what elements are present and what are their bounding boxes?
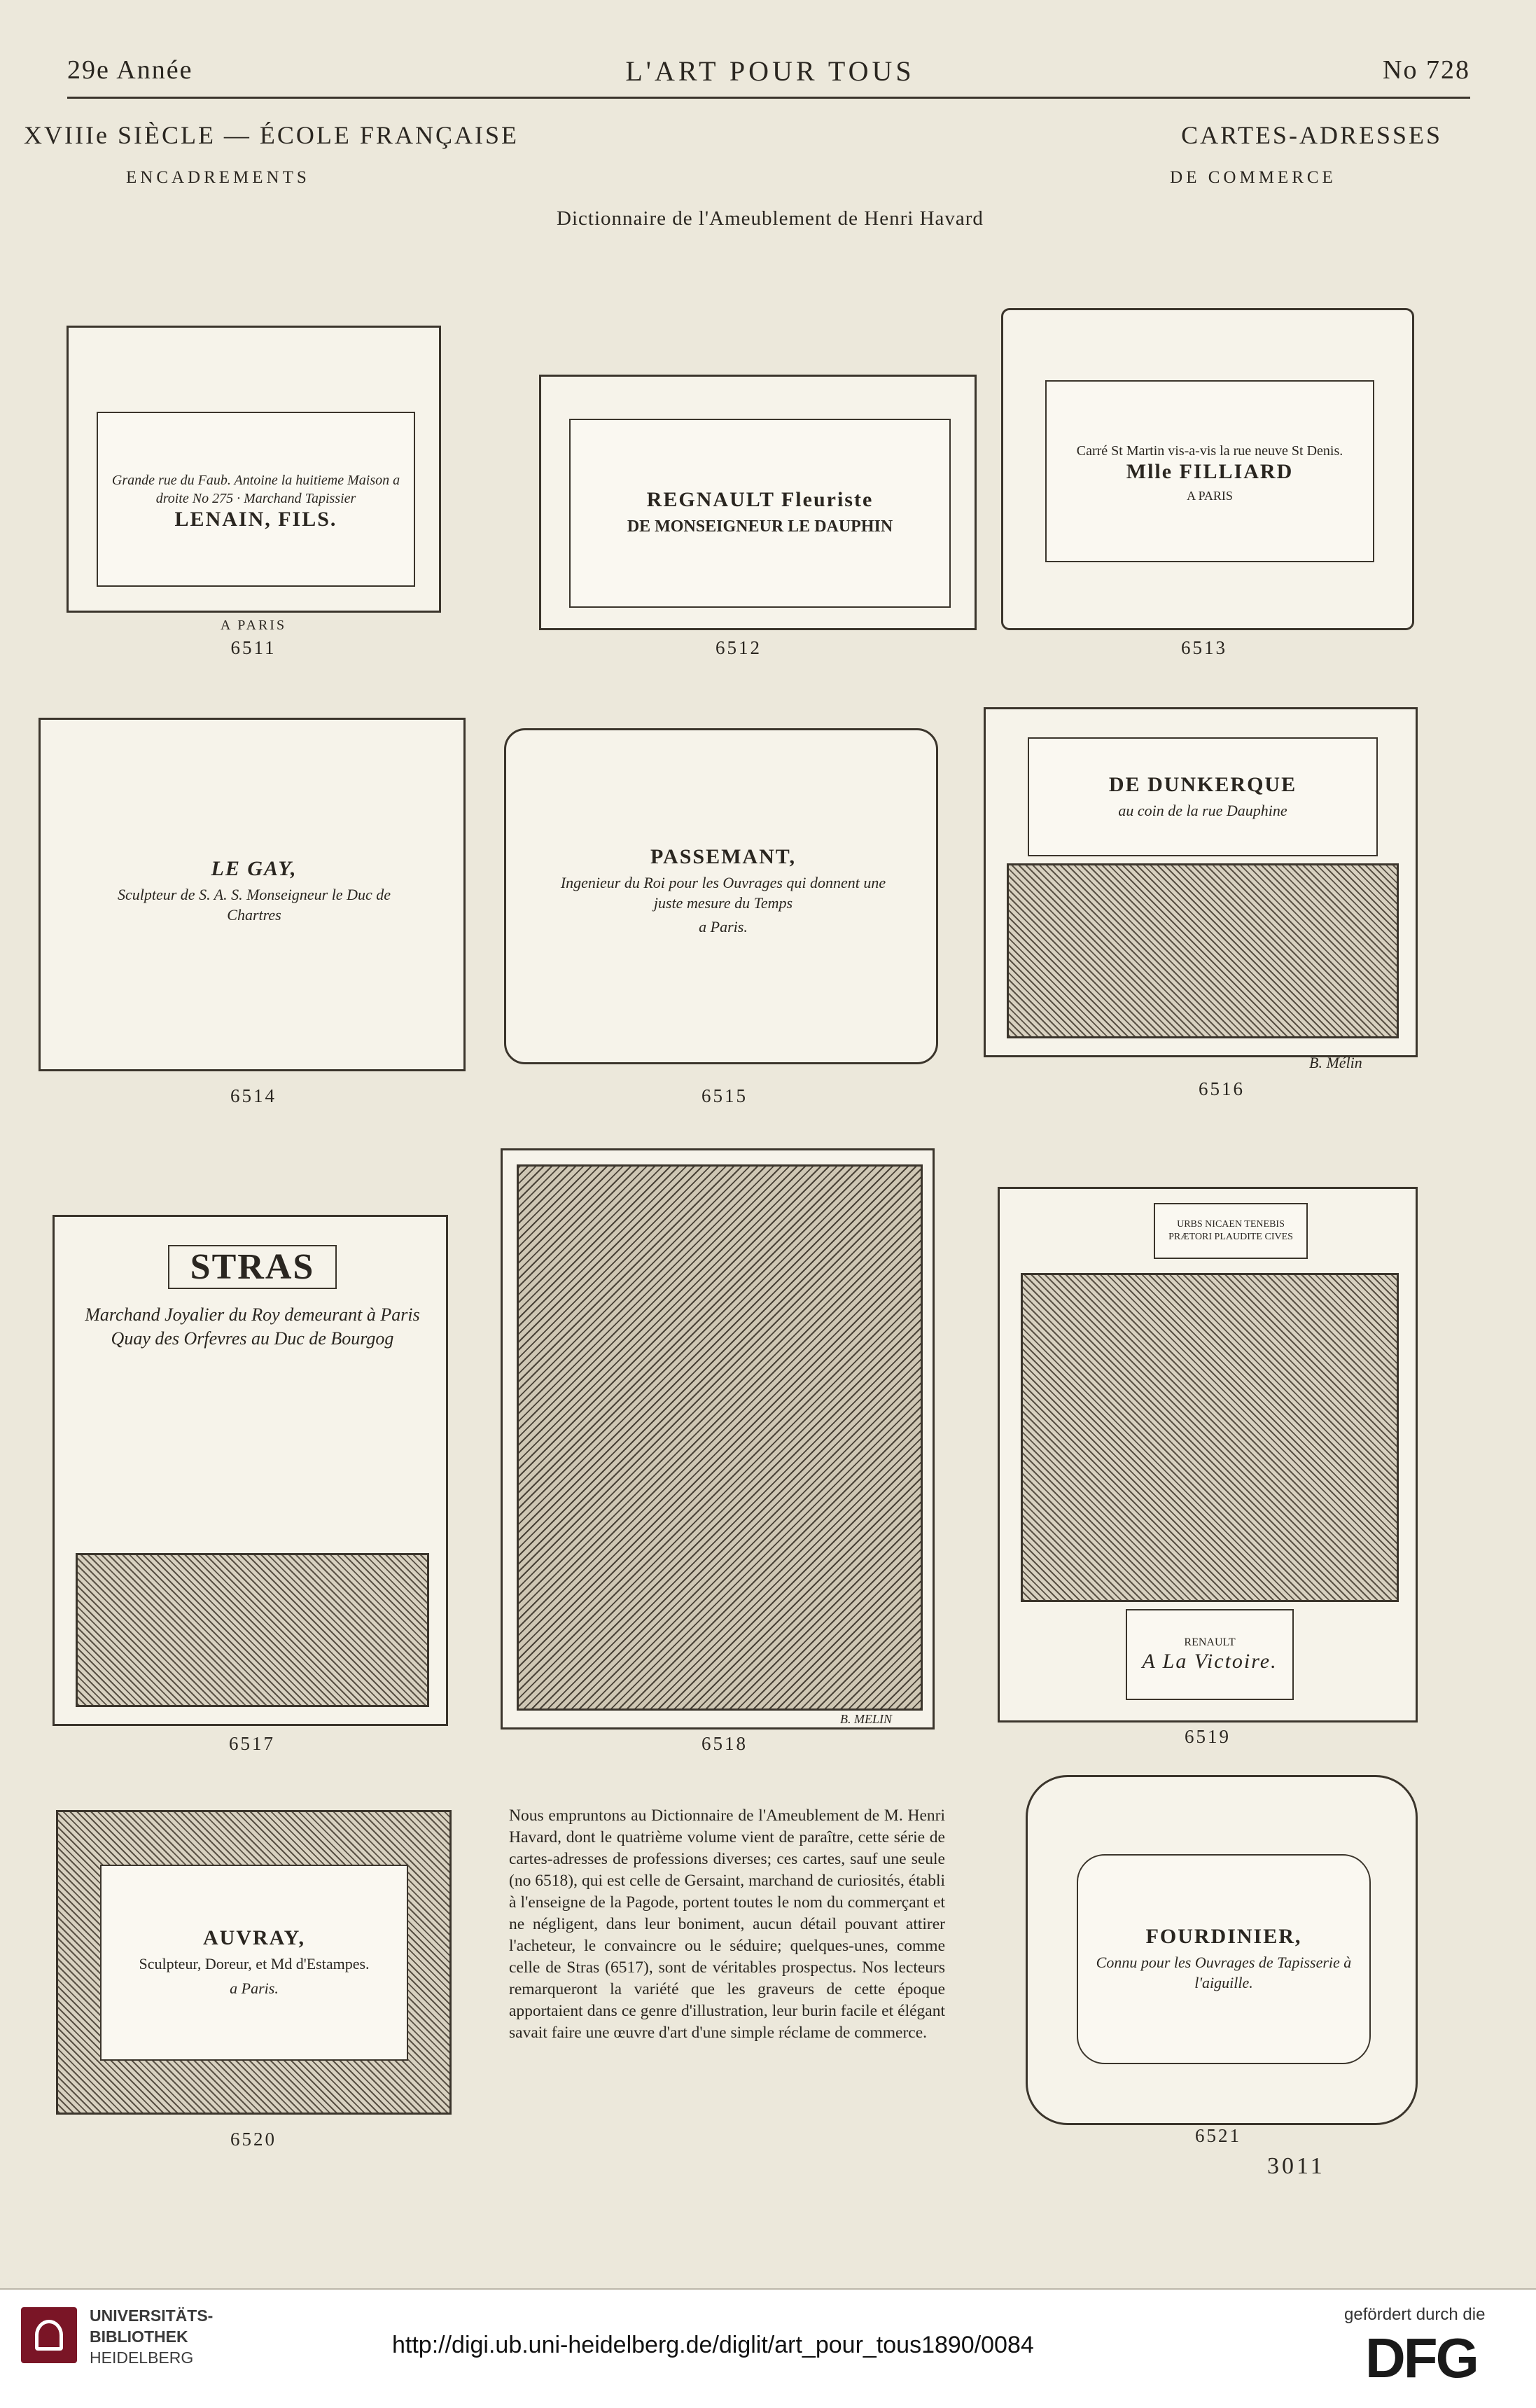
- plate-6520: [56, 1810, 452, 2115]
- plate-6512: [539, 375, 977, 630]
- plate-caption: RENAULT: [1184, 1636, 1236, 1648]
- plate-6518: [501, 1148, 935, 1730]
- plate-text: Sculpteur, Doreur, et Md d'Estampes.: [139, 1955, 370, 1973]
- plate-number-6512: 6512: [715, 637, 762, 658]
- plate-number-6520: 6520: [230, 2129, 277, 2150]
- plate-text: Carré St Martin vis-a-vis la rue neuve St Denis.: [1076, 443, 1343, 459]
- plate-text: Marchand Joyalier du Roy demeurant à Paris Quay des Orfevres au Duc de Bourgog: [85, 1304, 420, 1349]
- plate-number-6518: 6518: [701, 1733, 748, 1754]
- plate-6515: [504, 728, 938, 1064]
- plate-6521: [1026, 1775, 1418, 2125]
- marine-scene: [76, 1553, 429, 1707]
- plate-title: LE GAY,: [211, 857, 298, 881]
- plate-text: Connu pour les Ouvrages de Tapisserie à l'aiguille.: [1096, 1954, 1352, 1991]
- plate-number-6519: 6519: [1185, 1726, 1231, 1747]
- plate-title: LENAIN, FILS.: [174, 508, 337, 531]
- signature-6518: B. MELIN: [840, 1712, 892, 1726]
- plate-title: FOURDINIER,: [1145, 1925, 1302, 1949]
- plate-6511: [67, 326, 441, 613]
- plate-title: A La Victoire.: [1142, 1650, 1278, 1673]
- plate-title: REGNAULT Fleuriste: [646, 488, 874, 512]
- year-label: 29e Année: [67, 55, 193, 85]
- plate-text: au coin de la rue Dauphine: [1118, 801, 1287, 819]
- signature-6516: B. Mélin: [1309, 1054, 1362, 1071]
- plate-caption: a Paris.: [230, 1979, 279, 1997]
- section-subtitle: ENCADREMENTS: [126, 168, 310, 187]
- plate-title: Mlle FILLIARD: [1126, 460, 1294, 484]
- library-logo-icon: [21, 2307, 77, 2363]
- footer-bar: [0, 2288, 1536, 2408]
- plate-6516: [984, 707, 1418, 1057]
- plate-number-6521: 6521: [1195, 2125, 1241, 2146]
- funding-note: gefördert durch die: [1344, 2305, 1486, 2324]
- issue-number: No 728: [1383, 55, 1470, 85]
- journal-title: L'ART POUR TOUS: [625, 55, 915, 87]
- plate-number-6517: 6517: [229, 1733, 275, 1754]
- plate-6519: [998, 1187, 1418, 1723]
- section-title: XVIIIe SIÈCLE — ÉCOLE FRANÇAISE: [24, 121, 519, 149]
- source-line: Dictionnaire de l'Ameublement de Henri Havard: [557, 207, 984, 230]
- library-name-3: HEIDELBERG: [90, 2348, 194, 2367]
- plate-caption: A PARIS: [1187, 489, 1233, 503]
- plate-text: URBS NICAEN TENEBIS PRÆTORI PLAUDITE CIVES: [1168, 1218, 1293, 1242]
- library-name-2: BIBLIOTHEK: [90, 2327, 188, 2346]
- article-text: Nous empruntons au Dictionnaire de l'Ameublement de M. Henri Havard, dont le quatrième volume vient de paraître, cette série de cartes-adresses de professions diverses; ces cartes, sauf une seule (no 6518), qui est celle de Gersaint, marchand de curiosités, établi à l'enseigne de la Pagode, portent toutes le nom du commerçant et ne négligent, dans leur boniment, aucun détail pouvant attirer l'acheteur, le convaincre ou le séduire; quelques-unes, comme celle de Stras (6517), sont de véritables prospectus. Nos lecteurs remarqueront la variété que les graveurs de cette époque apportaient dans ce genre d'illustration, leur burin facile et élégant savait faire une œuvre d'art d'une simple réclame de commerce.: [509, 1807, 945, 2042]
- plate-text: DE MONSEIGNEUR LE DAUPHIN: [627, 517, 893, 536]
- document-url[interactable]: http://digi.ub.uni-heidelberg.de/diglit/art_pour_tous1890/0084: [392, 2332, 1034, 2358]
- plate-text: Sculpteur de S. A. S. Monseigneur le Duc de Chartres: [117, 886, 391, 924]
- plate-text: Ingenieur du Roi pour les Ouvrages qui donnent une juste mesure du Temps: [560, 874, 886, 912]
- plate-6513: [1001, 308, 1414, 630]
- pagoda-engraving: [517, 1164, 923, 1711]
- plate-number-6516: 6516: [1199, 1078, 1245, 1099]
- plate-number-6511: 6511: [230, 637, 277, 658]
- library-name-1: UNIVERSITÄTS-: [90, 2306, 214, 2325]
- category-title: CARTES-ADRESSES: [1181, 121, 1442, 149]
- header-rule: [67, 97, 1470, 99]
- plate-number-6513: 6513: [1181, 637, 1227, 658]
- plate-title: AUVRAY,: [203, 1926, 305, 1950]
- plate-title: PASSEMANT,: [650, 845, 797, 869]
- harbor-engraving: [1007, 863, 1399, 1038]
- plate-title: DE DUNKERQUE: [1108, 772, 1297, 796]
- victory-scene: [1021, 1273, 1399, 1602]
- plate-text: Grande rue du Faub. Antoine la huitieme Maison a droite No 275 · Marchand Tapissier: [111, 473, 400, 506]
- plate-6517: [53, 1215, 448, 1726]
- dfg-logo: DFG: [1365, 2327, 1477, 2389]
- plate-number-6514: 6514: [230, 1085, 277, 1106]
- plate-6514: [39, 718, 466, 1071]
- caption-6511: A PARIS: [220, 618, 287, 633]
- plate-title: STRAS: [168, 1245, 337, 1289]
- page-number: 3011: [1267, 2153, 1325, 2179]
- plate-caption: a Paris.: [699, 918, 748, 936]
- category-subtitle: DE COMMERCE: [1170, 168, 1336, 187]
- plate-number-6515: 6515: [701, 1085, 748, 1106]
